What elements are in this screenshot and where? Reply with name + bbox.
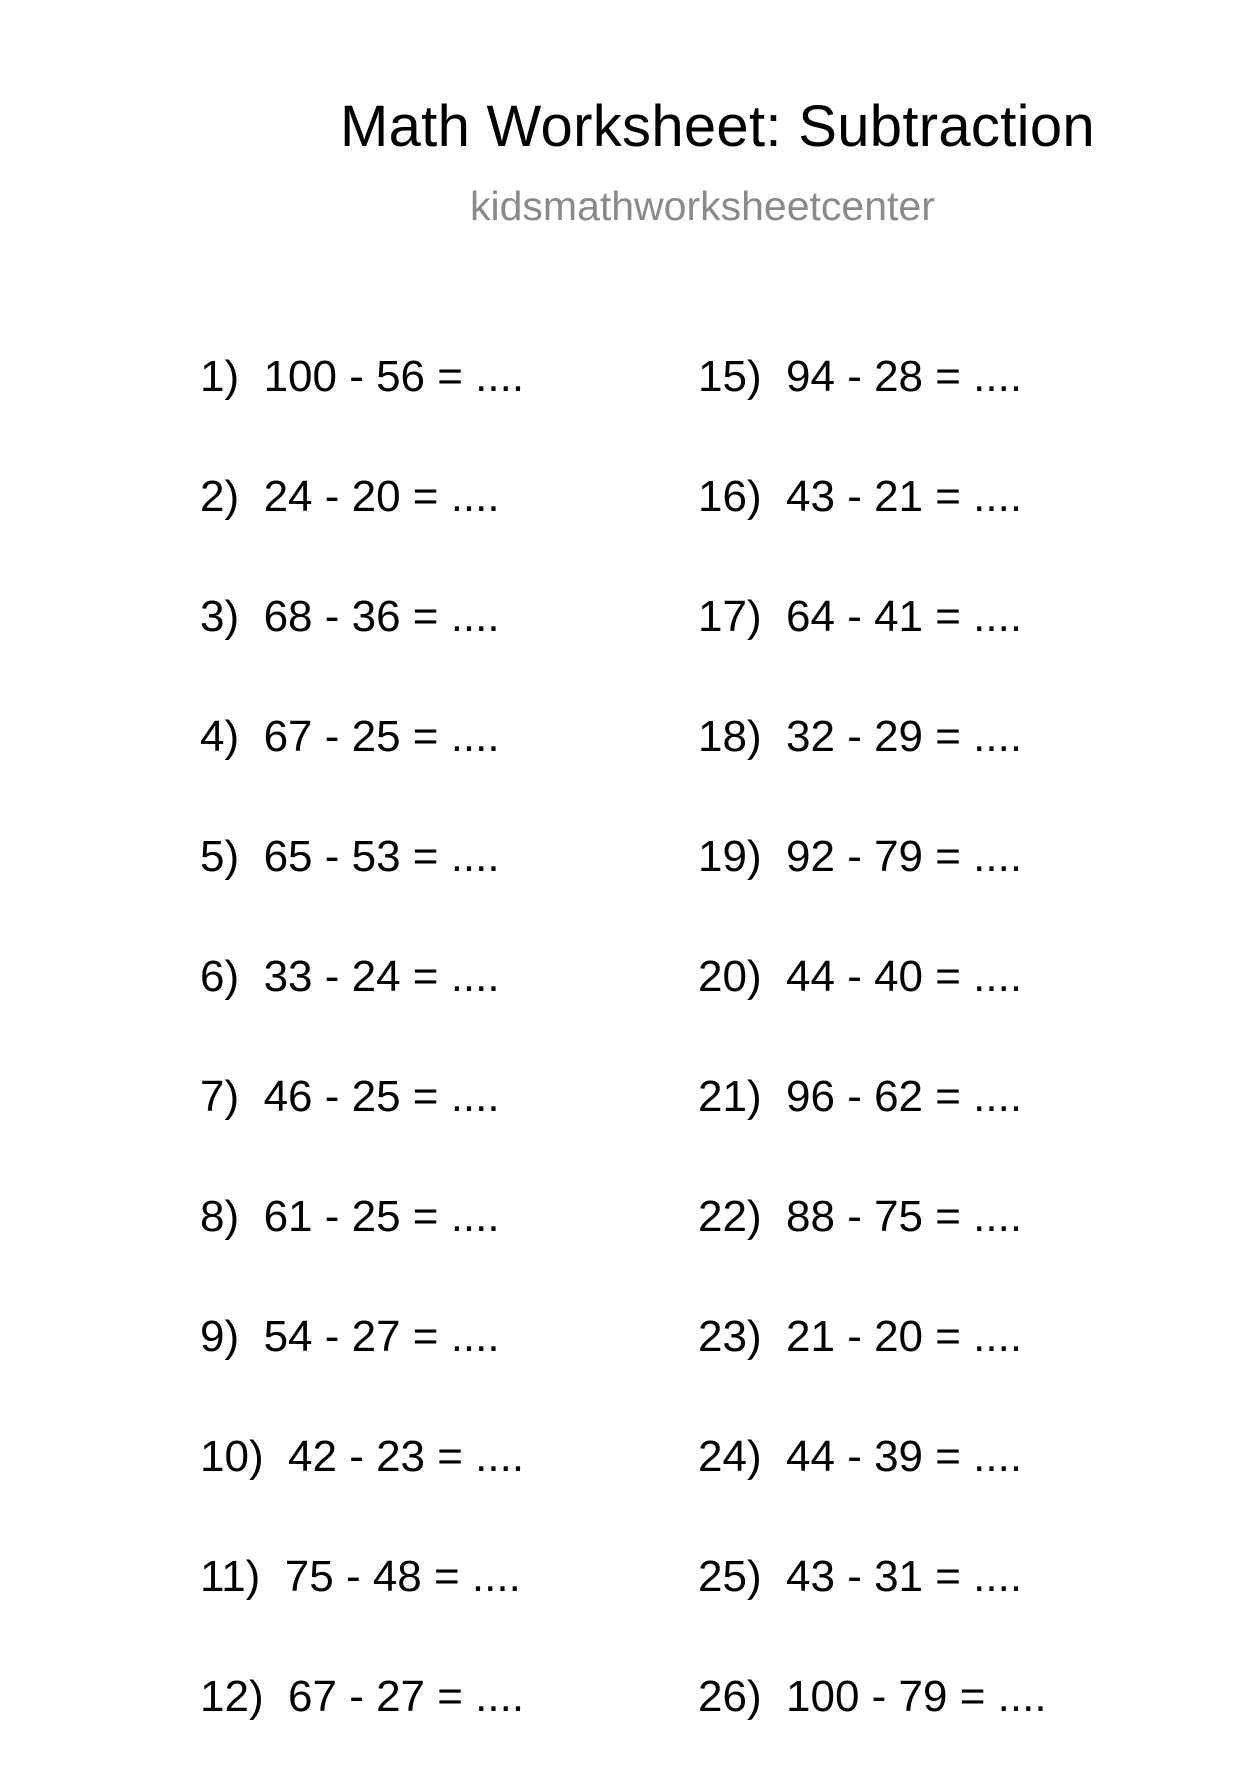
problem-9: 9) 54 - 27 = .... <box>200 1312 500 1361</box>
problem-4: 4) 67 - 25 = .... <box>200 712 500 761</box>
worksheet-source: kidsmathworksheetcenter <box>470 183 935 229</box>
problem-20: 20) 44 - 40 = .... <box>698 952 1023 1001</box>
right-problem-column <box>698 352 1178 1792</box>
problem-26: 26) 100 - 79 = .... <box>698 1672 1047 1721</box>
problem-25: 25) 43 - 31 = .... <box>698 1552 1023 1601</box>
problem-5: 5) 65 - 53 = .... <box>200 832 500 881</box>
problem-24: 24) 44 - 39 = .... <box>698 1432 1023 1481</box>
problem-16: 16) 43 - 21 = .... <box>698 472 1023 521</box>
problem-6: 6) 33 - 24 = .... <box>200 952 500 1001</box>
problem-1: 1) 100 - 56 = .... <box>200 352 525 401</box>
left-problem-column <box>200 352 680 1792</box>
problem-7: 7) 46 - 25 = .... <box>200 1072 500 1121</box>
problem-8: 8) 61 - 25 = .... <box>200 1192 500 1241</box>
problem-15: 15) 94 - 28 = .... <box>698 352 1023 401</box>
problem-17: 17) 64 - 41 = .... <box>698 592 1023 641</box>
problem-19: 19) 92 - 79 = .... <box>698 832 1023 881</box>
problem-18: 18) 32 - 29 = .... <box>698 712 1023 761</box>
problem-21: 21) 96 - 62 = .... <box>698 1072 1023 1121</box>
problem-11: 11) 75 - 48 = .... <box>200 1552 521 1601</box>
problem-23: 23) 21 - 20 = .... <box>698 1312 1023 1361</box>
problem-12: 12) 67 - 27 = .... <box>200 1672 525 1721</box>
problem-3: 3) 68 - 36 = .... <box>200 592 500 641</box>
worksheet-title: Math Worksheet: Subtraction <box>340 94 1095 159</box>
problem-2: 2) 24 - 20 = .... <box>200 472 500 521</box>
problem-10: 10) 42 - 23 = .... <box>200 1432 525 1481</box>
problem-22: 22) 88 - 75 = .... <box>698 1192 1023 1241</box>
